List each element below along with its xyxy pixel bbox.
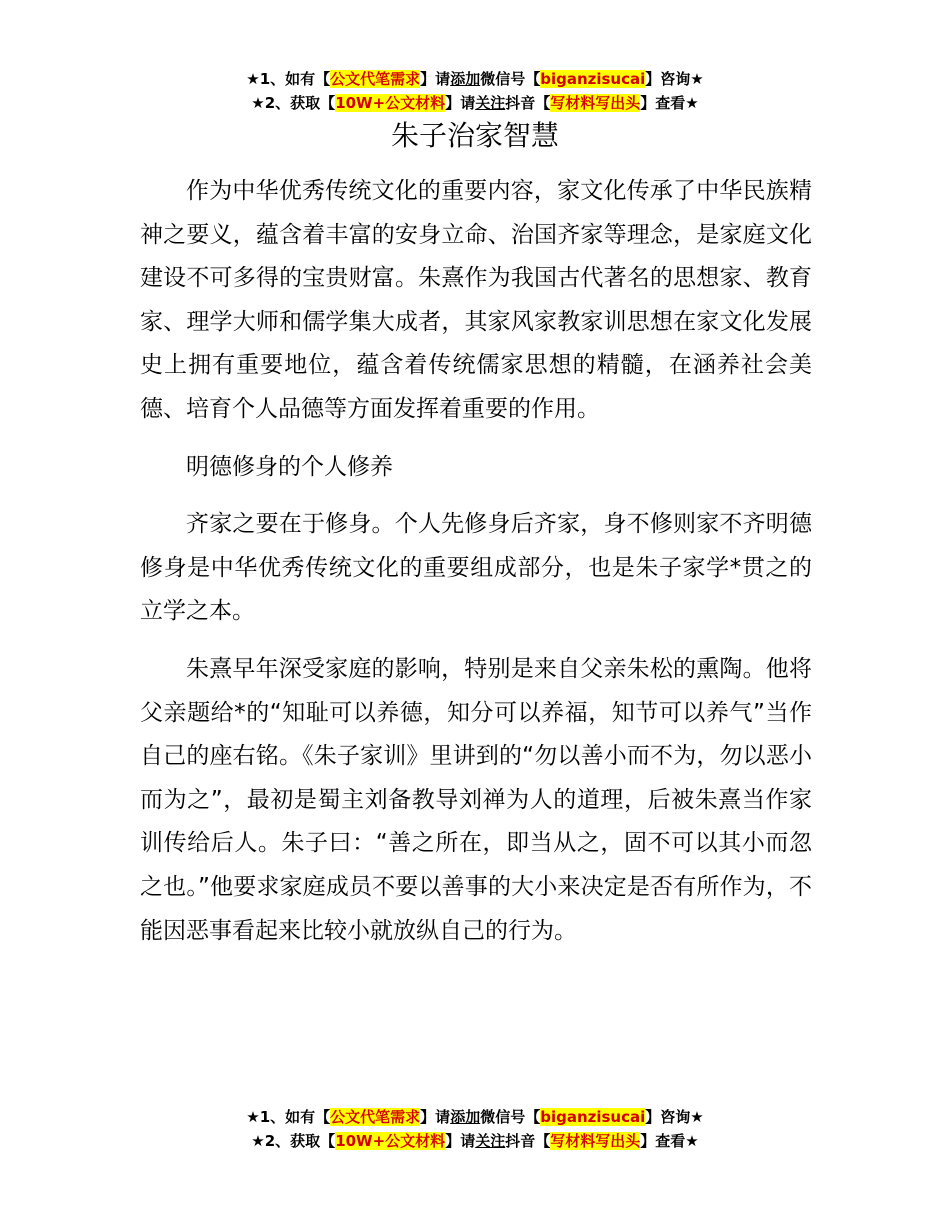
banner-underlined-text: 关注 <box>475 94 506 112</box>
banner-text: 微信号【 <box>480 70 541 88</box>
banner-text: ★1、如有【 <box>246 70 331 88</box>
document-body <box>140 170 812 953</box>
banner-text: ★2、获取【 <box>251 94 336 112</box>
banner-text: 】咨询★ <box>645 1108 704 1126</box>
header-banner <box>0 67 950 115</box>
banner-highlight-douyin-id: 写材料写出头 <box>550 1132 641 1150</box>
banner-text: 】请 <box>445 94 476 112</box>
banner-underlined-text: 添加 <box>450 70 481 88</box>
banner-line-2 <box>0 91 950 115</box>
banner-line-1 <box>0 1105 950 1129</box>
banner-highlight-wechat-id: biganzisucai <box>540 70 646 88</box>
body-paragraph: 朱熹早年深受家庭的影响，特别是来自父亲朱松的熏陶。他将父亲题给*的“知耻可以养德，知分可以养福，知节可以养气”当作自己的座右铭。《朱子家训》里讲到的“勿以善小而不为，勿以恶小而为之”，最初是蜀主刘备教导刘禅为人的道理，后被朱熹当作家训传给后人。朱子曰：“善之所在，即当从之，固不可以其小而忽之也。”他要求家庭成员不要以善事的大小来决定是否有所作为，不能因恶事看起来比较小就放纵自己的行为。 <box>140 655 812 944</box>
banner-text: 】查看★ <box>640 94 699 112</box>
banner-highlight-wechat-id: biganzisucai <box>540 1108 646 1126</box>
banner-text: ★1、如有【 <box>246 1108 331 1126</box>
banner-line-2 <box>0 1129 950 1153</box>
banner-highlight: 10W+公文材料 <box>335 1132 446 1150</box>
section-heading: 明德修身的个人修养 <box>186 453 393 480</box>
banner-text: 抖音【 <box>505 1132 551 1150</box>
banner-text: 】请 <box>420 70 451 88</box>
footer-banner <box>0 1105 950 1153</box>
banner-underlined-text: 关注 <box>475 1132 506 1150</box>
banner-text: 抖音【 <box>505 94 551 112</box>
banner-line-1 <box>0 67 950 91</box>
banner-underlined-text: 添加 <box>450 1108 481 1126</box>
banner-text: 】请 <box>420 1108 451 1126</box>
banner-highlight-douyin-id: 写材料写出头 <box>550 94 641 112</box>
banner-text: 】查看★ <box>640 1132 699 1150</box>
body-paragraph: 齐家之要在于修身。个人先修身后齐家，身不修则家不齐明德修身是中华优秀传统文化的重要组成部分，也是朱子家学*贯之的立学之本。 <box>140 511 812 625</box>
banner-text: 微信号【 <box>480 1108 541 1126</box>
document-title: 朱子治家智慧 <box>390 119 559 152</box>
banner-highlight: 公文代笔需求 <box>330 70 421 88</box>
banner-text: 】咨询★ <box>645 70 704 88</box>
banner-text: ★2、获取【 <box>251 1132 336 1150</box>
body-paragraph: 作为中华优秀传统文化的重要内容，家文化传承了中华民族精神之要义，蕴含着丰富的安身立命、治国齐家等理念，是家庭文化建设不可多得的宝贵财富。朱熹作为我国古代著名的思想家、教育家、理学大师和儒学集大成者，其家风家教家训思想在家文化发展史上拥有重要地位，蕴含着传统儒家思想的精髓，在涵养社会美德、培育个人品德等方面发挥着重要的作用。 <box>140 178 812 422</box>
banner-highlight: 公文代笔需求 <box>330 1108 421 1126</box>
banner-highlight: 10W+公文材料 <box>335 94 446 112</box>
banner-text: 】请 <box>445 1132 476 1150</box>
